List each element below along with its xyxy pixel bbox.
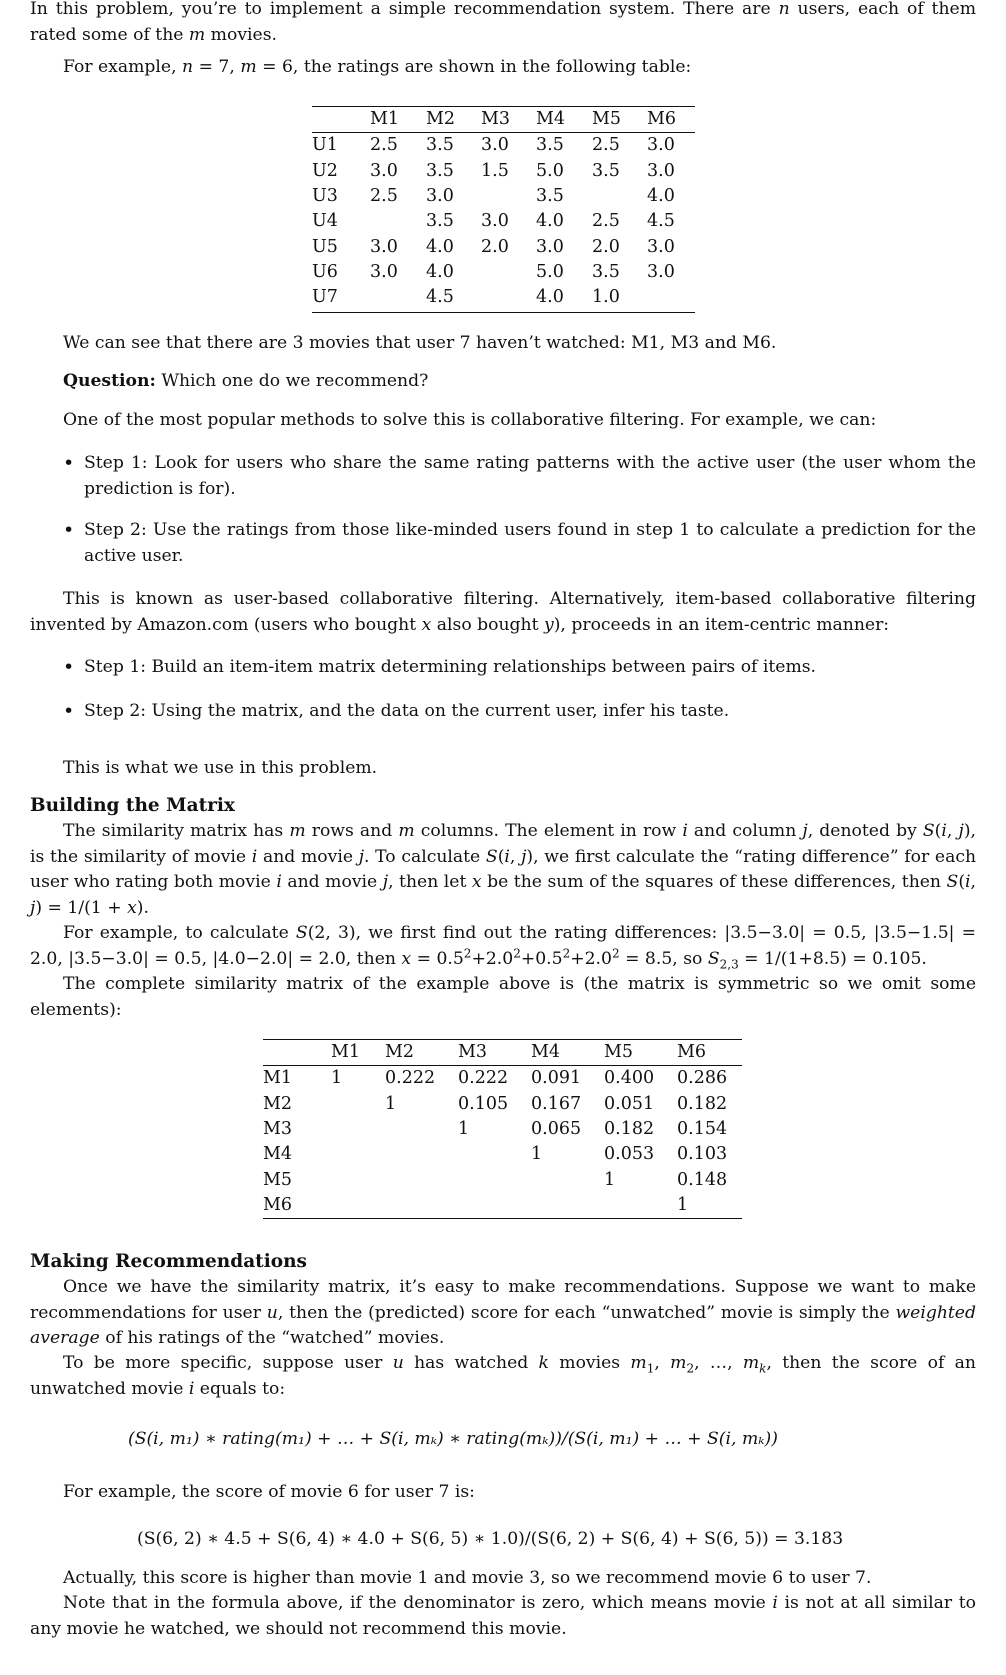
table-cell [481, 184, 536, 209]
row-header: M1 [263, 1068, 293, 1089]
row-header: M4 [263, 1144, 293, 1165]
text: ( [934, 821, 942, 841]
table-cell [458, 1142, 531, 1167]
note-paragraph [30, 1591, 976, 1642]
text: users, each of them rated some of the [30, 0, 977, 45]
table-cell: 0.286 [677, 1068, 728, 1089]
var-m2: m [670, 1353, 687, 1373]
table-cell: 4.5 [426, 287, 454, 308]
table-cell: 0.167 [531, 1093, 582, 1114]
list-item: • Step 1: Build an item-item matrix determining relationships between pairs of items. [63, 655, 976, 681]
table-cell: 0.400 [604, 1068, 655, 1089]
math-var: m [398, 821, 415, 841]
col-header: M5 [592, 107, 647, 133]
row-header: U2 [312, 160, 338, 181]
table-cell: 0.065 [531, 1119, 582, 1140]
table-cell: 3.0 [647, 160, 675, 181]
table-cell: 0.148 [677, 1169, 728, 1190]
math-var: m [289, 821, 306, 841]
ratings-header-row [312, 107, 695, 133]
table-cell: 1.5 [481, 160, 509, 181]
section-heading-recommendations: Making Recommendations [30, 1251, 307, 1272]
text: of his ratings of the “watched” movies. [99, 1328, 445, 1348]
example-score-formula: (S(6, 2) ∗ 4.5 + S(6, 4) ∗ 4.0 + S(6, 5) ∗ 1.0)/(S(6, 2) + S(6, 4) + S(6, 5)) = 3.183 [137, 1529, 844, 1549]
table-cell: 0.091 [531, 1068, 582, 1089]
text: This is known as user-based collaborative filtering. Alternatively, item-based collaborative filtering invented by Amazon.com (users who bought [30, 589, 976, 635]
col-header: M6 [677, 1040, 742, 1066]
math-var: S [485, 846, 498, 867]
table-cell [385, 1167, 458, 1192]
table-cell: 4.0 [426, 261, 454, 282]
col-header: M2 [426, 107, 481, 133]
col-header: M2 [385, 1040, 458, 1066]
table-cell: 4.0 [647, 186, 675, 207]
ratings-row [312, 285, 695, 310]
corner-cell [263, 1040, 331, 1066]
text: The similarity matrix has [63, 821, 290, 841]
row-header: M2 [263, 1093, 293, 1114]
example-score-intro: For example, the score of movie 6 for user 7 is: [63, 1482, 475, 1502]
table-cell [647, 285, 695, 310]
table-cell: 3.0 [370, 261, 398, 282]
text: ( [958, 872, 966, 892]
row-header: M5 [263, 1169, 293, 1190]
item-based-steps [63, 655, 976, 724]
table-cell: 2.5 [370, 135, 398, 156]
table-cell: 0.154 [677, 1119, 728, 1140]
table-cell [458, 1167, 531, 1192]
table-cell [385, 1193, 458, 1218]
var-u: u [392, 1353, 404, 1373]
row-header: U1 [312, 135, 338, 156]
math-var: j [958, 821, 964, 841]
ratings-table-bottom-rule [312, 312, 695, 313]
ratings-row [312, 260, 695, 285]
table-cell: 1 [604, 1169, 616, 1190]
col-header: M4 [536, 107, 592, 133]
conclusion: Actually, this score is higher than movie 1 and movie 3, so we recommend movie 6 to user 7. [63, 1568, 872, 1588]
math-var: S [922, 821, 935, 841]
text: = 0.5 [411, 948, 464, 969]
table-cell: 0.222 [385, 1068, 436, 1089]
text: be the sum of the squares of these differences, then [481, 872, 947, 892]
text: +2.0 [471, 948, 514, 969]
table-cell: 0.182 [677, 1093, 728, 1114]
table-cell: 3.5 [426, 211, 454, 232]
math-var: i [682, 821, 688, 841]
var-x: x [421, 614, 432, 635]
ratings-row [312, 133, 695, 159]
similarity-table-bottom-rule [263, 1218, 742, 1219]
text: Once we have the similarity matrix, it’s easy to make recommendations. Suppose we want to make recommendations for user [30, 1277, 976, 1323]
list-item: • Step 2: Using the matrix, and the data on the current user, infer his taste. [63, 699, 976, 725]
example-intro [63, 55, 976, 81]
similarity-row [263, 1117, 742, 1142]
table-cell: 0.053 [604, 1144, 655, 1165]
table-cell: 0.222 [458, 1068, 509, 1089]
var-mk: m [742, 1353, 760, 1373]
row-header: U3 [312, 186, 338, 207]
table-cell: 0.182 [604, 1119, 655, 1140]
table-cell [531, 1193, 604, 1218]
row-header: U6 [312, 261, 338, 282]
table-cell [331, 1167, 385, 1192]
math-var: i [965, 872, 971, 892]
table-cell: 3.0 [370, 160, 398, 181]
col-header: M1 [370, 107, 426, 133]
similarity-row [263, 1092, 742, 1117]
math-var: i [276, 872, 282, 892]
table-cell: 3.0 [426, 186, 454, 207]
var-u: u [266, 1302, 278, 1323]
table-cell: 0.105 [458, 1093, 509, 1114]
text: In this problem, you’re to implement a simple recommendation system. There are [30, 0, 779, 19]
text: For example, to calculate [63, 923, 296, 943]
math-var: i [504, 846, 510, 867]
text: , then let [388, 872, 472, 892]
math-var: i [941, 821, 947, 841]
math-var: x [127, 897, 137, 918]
question [63, 369, 976, 395]
text: is not at all similar to any movie he watched, we should not recommend this movie. [30, 1593, 976, 1639]
table-cell: 3.0 [370, 236, 398, 257]
table-cell: 2.5 [370, 186, 398, 207]
math-var: i [251, 846, 258, 867]
table-cell [604, 1193, 677, 1218]
similarity-header-row [263, 1040, 742, 1066]
question-text: Which one do we recommend? [155, 371, 429, 391]
ratings-row [312, 209, 695, 234]
var-n: n [182, 57, 194, 77]
table-cell: 4.5 [647, 211, 675, 232]
table-cell: 3.5 [536, 135, 564, 156]
text: columns. The element in row [414, 821, 683, 841]
table-cell [531, 1167, 604, 1192]
row-header: U7 [312, 287, 338, 308]
cf-intro: One of the most popular methods to solve this is collaborative filtering. For example, we can: [63, 410, 877, 430]
text: , denoted by [807, 821, 923, 841]
var-i: i [772, 1593, 778, 1613]
text: ) = 1/(1 + [35, 897, 128, 918]
emphasis: weighted average [30, 1302, 976, 1348]
text: ). [136, 897, 149, 918]
text: and movie [281, 872, 383, 892]
table-cell: 4.0 [536, 211, 564, 232]
text: ), proceeds in an item-centric manner: [553, 614, 890, 635]
table-cell [458, 1193, 531, 1218]
table-cell: 0.051 [604, 1093, 655, 1114]
table-cell: 3.5 [426, 160, 454, 181]
text: +2.0 [570, 948, 612, 969]
var-i: i [188, 1378, 195, 1399]
text: movies. [205, 24, 277, 45]
table-cell [481, 260, 536, 285]
score-formula: (S(i, m₁) ∗ rating(m₁) + … + S(i, mₖ) ∗ rating(mₖ))/(S(i, m₁) + … + S(i, mₖ)) [128, 1429, 778, 1449]
text: movies [548, 1353, 631, 1373]
similarity-row [263, 1066, 742, 1092]
text: , [946, 821, 959, 841]
table-cell: 1 [385, 1093, 397, 1114]
table-cell [331, 1193, 385, 1218]
var-x: x [401, 948, 412, 969]
table-cell: 1 [458, 1119, 470, 1140]
text: Note that in the formula above, if the denominator is zero, which means movie [63, 1593, 773, 1613]
text: ( [497, 846, 505, 867]
text: and movie [257, 846, 359, 867]
table-cell: 2.5 [592, 135, 620, 156]
col-header: M6 [647, 107, 695, 133]
text: , [509, 846, 522, 867]
item-based-intro [30, 587, 976, 638]
table-cell: 5.0 [536, 160, 564, 181]
table-cell [385, 1117, 458, 1142]
building-example-paragraph: For example, to calculate S(2, 3), we first find out the rating differences: |3.5−3.0| = 0.5, |3.5−1.5| = 2.0, |3.5−3.0| = 0.5, |4.0−2.0| = 2.0, then $x = 0.5^2+2.0^2+0.5^2+2.0^2 = 8.5$, so $S_{2,3} = 1/(1+8.5) = 0.105$. [30, 923, 976, 971]
text: = 7, [193, 57, 241, 77]
math-var: x [471, 872, 482, 892]
specific-paragraph: To be more specific, suppose user u has watched k movies $m_1$, $m_2$, …, $m_k$, then the score of an unwatched movie i equals to: [30, 1353, 976, 1399]
unwatched-text: We can see that there are 3 movies that user 7 haven’t watched: M1, M3 and M6. [63, 333, 777, 353]
table-cell: 1 [531, 1144, 543, 1165]
table-cell: 3.0 [647, 236, 675, 257]
table-cell: 3.5 [536, 186, 564, 207]
text: To be more specific, suppose user [63, 1353, 393, 1373]
col-header: M5 [604, 1040, 677, 1066]
table-cell: 3.0 [536, 236, 564, 257]
similarity-intro: The complete similarity matrix of the example above is (the matrix is symmetric so we omit some elements): [30, 974, 976, 1020]
table-cell: 0.103 [677, 1144, 728, 1165]
intro-paragraph [30, 0, 976, 48]
user-based-steps [63, 451, 976, 569]
text: = 6, the ratings are shown in the following table: [256, 57, 692, 77]
question-label: Question: [63, 371, 156, 391]
subscript: 2,3 [719, 956, 739, 971]
text: +0.5 [520, 948, 563, 969]
ratings-table [312, 107, 695, 310]
text: , [970, 872, 976, 892]
text: ), we first calculate the “rating difference” for each user who rating both movie [30, 846, 977, 892]
table-cell [370, 285, 426, 310]
text: also bought [431, 614, 544, 635]
table-cell: 3.0 [481, 135, 509, 156]
text: equals to: [194, 1378, 286, 1399]
building-paragraph [30, 819, 976, 921]
table-cell [331, 1117, 385, 1142]
table-cell [481, 285, 536, 310]
table-cell: 2.0 [481, 236, 509, 257]
this-is-what-text: This is what we use in this problem. [63, 758, 378, 778]
list-item: • Step 1: Look for users who share the same rating patterns with the active user (the user whom the prediction is for). [63, 451, 976, 502]
text: . To calculate [364, 846, 486, 867]
var-m: m [188, 24, 206, 45]
col-header: M1 [331, 1040, 385, 1066]
text: and column [687, 821, 803, 841]
table-cell: 3.5 [426, 135, 454, 156]
var-k: k [538, 1353, 549, 1373]
text: ), is the similarity of movie [30, 821, 976, 867]
var-y: y [544, 614, 554, 635]
corner-cell [312, 107, 370, 133]
table-cell: 4.0 [536, 287, 564, 308]
var-n: n [778, 0, 790, 19]
recommend-paragraph [30, 1275, 976, 1352]
similarity-row [263, 1193, 742, 1218]
math-var: j [30, 897, 36, 918]
table-cell [331, 1142, 385, 1167]
math-var: j [382, 872, 389, 892]
table-cell: 4.0 [426, 236, 454, 257]
text: = 8.5, so [619, 948, 708, 969]
col-header: M3 [481, 107, 536, 133]
ratings-row [312, 159, 695, 184]
table-cell: 5.0 [536, 261, 564, 282]
row-header: M6 [263, 1194, 293, 1215]
row-header: U4 [312, 211, 338, 232]
table-cell [370, 209, 426, 234]
math-var: j [521, 846, 527, 867]
list-item: • Step 2: Use the ratings from those like-minded users found in step 1 to calculate a prediction for the active user. [63, 518, 976, 569]
text: , then the (predicted) score for each “unwatched” movie is simply the [277, 1302, 896, 1323]
table-cell: 3.5 [592, 261, 620, 282]
table-cell: 3.0 [481, 211, 509, 232]
var-m1: m [630, 1353, 647, 1373]
table-cell: 1.0 [592, 287, 620, 308]
table-cell: 2.0 [592, 236, 620, 257]
similarity-row [263, 1167, 742, 1192]
section-heading-building: Building the Matrix [30, 795, 235, 816]
var-S: S [295, 923, 308, 943]
math-var: j [802, 821, 808, 841]
math-var: S [946, 872, 959, 892]
table-cell [331, 1092, 385, 1117]
var-S: S [707, 948, 720, 969]
col-header: M3 [458, 1040, 531, 1066]
text: = 1/(1+8.5) = 0.105. [738, 948, 927, 969]
col-header: M4 [531, 1040, 604, 1066]
var-m: m [240, 57, 257, 77]
table-cell [385, 1142, 458, 1167]
text: , then the score of an unwatched movie [30, 1353, 976, 1399]
text: (2, 3), we first find out the rating differences: |3.5−3.0| = 0.5, |3.5−1.5| = 2.0, |3.5−3.0| = 0.5, |4.0−2.0| = 2.0, then [30, 923, 976, 969]
text: For example, [63, 57, 183, 77]
table-cell [592, 184, 647, 209]
ratings-row [312, 184, 695, 209]
row-header: M3 [263, 1119, 293, 1140]
text: has watched [403, 1353, 539, 1373]
table-cell: 3.0 [647, 261, 675, 282]
similarity-table [263, 1040, 742, 1218]
table-cell: 2.5 [592, 211, 620, 232]
table-cell: 1 [331, 1068, 343, 1089]
row-header: U5 [312, 236, 338, 257]
ratings-row [312, 234, 695, 259]
table-cell: 3.0 [647, 135, 675, 156]
math-var: j [358, 846, 365, 867]
text: rows and [305, 821, 399, 841]
similarity-row [263, 1142, 742, 1167]
table-cell: 3.5 [592, 160, 620, 181]
table-cell: 1 [677, 1194, 689, 1215]
